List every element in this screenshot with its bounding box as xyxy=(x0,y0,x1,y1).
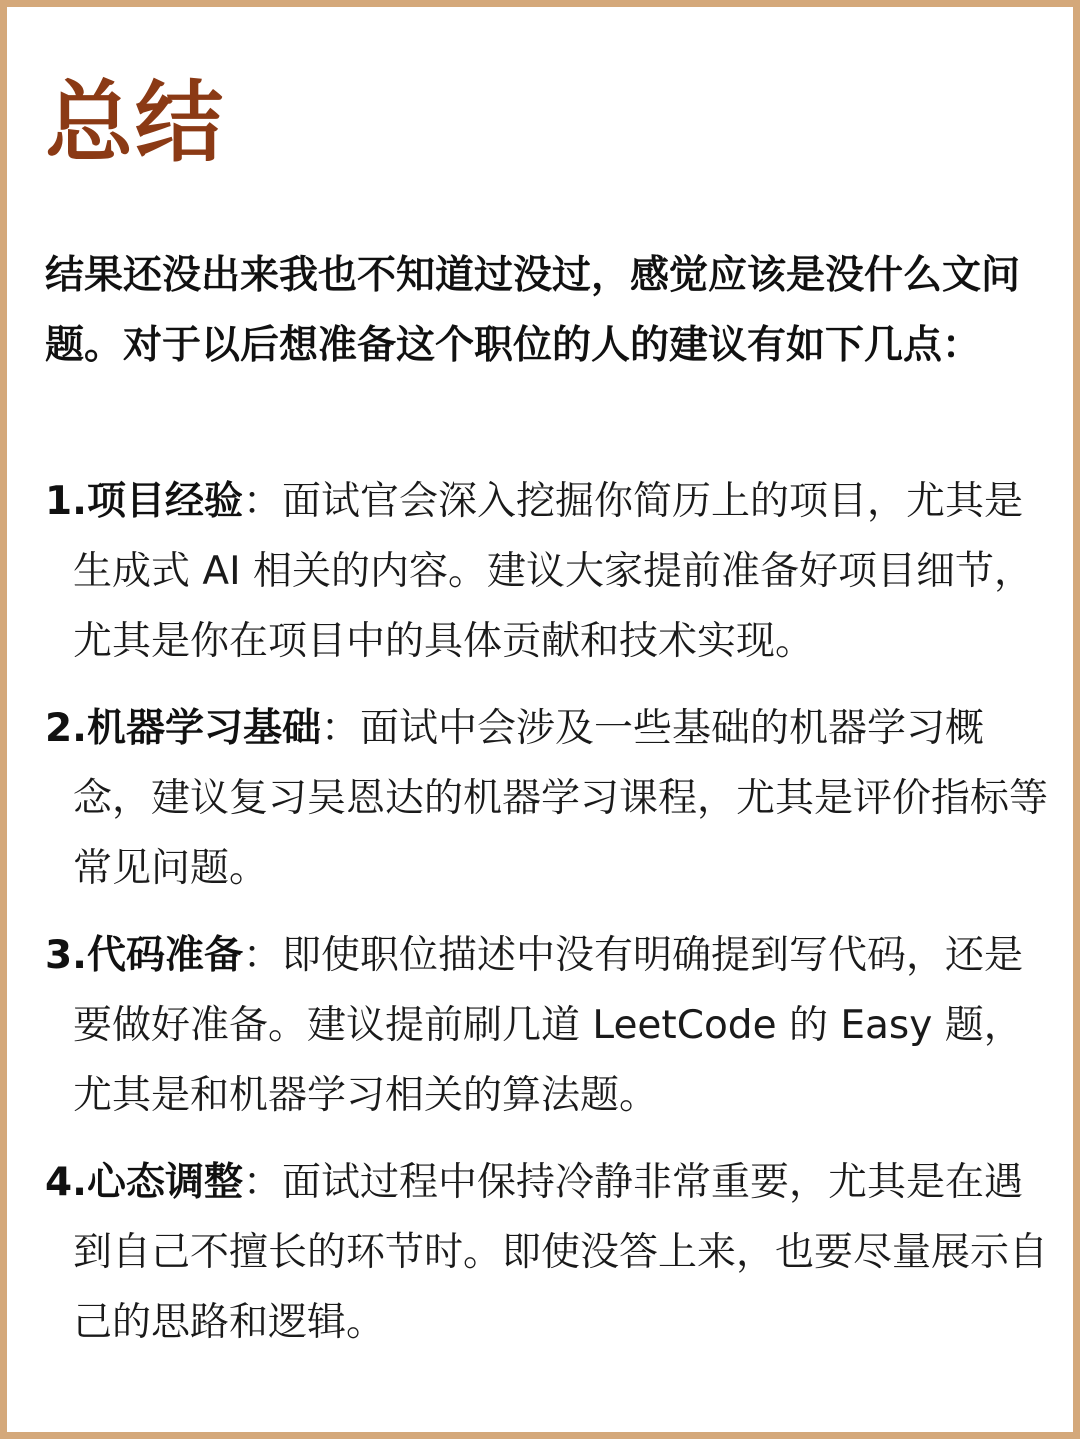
advice-item-mindset xyxy=(45,1148,1055,1358)
advice-item-heading: 4.心态调整 xyxy=(45,1160,243,1205)
advice-item-text: ：面试过程中保持冷静非常重要，尤其是在遇到自己不擅长的环节时。即使没答上来，也要尽量展示自己的思路和逻辑。 xyxy=(73,1160,1049,1345)
advice-item-text: ：面试中会涉及一些基础的机器学习概念，建议复习吴恩达的机器学习课程，尤其是评价指标等常见问题。 xyxy=(73,706,1049,891)
advice-item-project-experience xyxy=(45,467,1055,677)
intro-paragraph: 结果还没出来我也不知道过没过，感觉应该是没什么文问题。对于以后想准备这个职位的人的建议有如下几点： xyxy=(45,253,1021,368)
advice-item-ml-basics xyxy=(45,694,1055,904)
advice-item-heading: 2.机器学习基础 xyxy=(45,706,321,751)
advice-list xyxy=(45,467,1055,1375)
advice-item-coding-prep xyxy=(45,921,1055,1131)
advice-item-heading: 3.代码准备 xyxy=(45,933,243,978)
advice-item-text: ：即使职位描述中没有明确提到写代码，还是要做好准备。建议提前刷几道 LeetCode 的 Easy 题，尤其是和机器学习相关的算法题。 xyxy=(73,933,1023,1118)
advice-item-heading: 1.项目经验 xyxy=(45,479,243,524)
advice-item-text: ：面试官会深入挖掘你简历上的项目，尤其是生成式 AI 相关的内容。建议大家提前准备好项目细节，尤其是你在项目中的具体贡献和技术实现。 xyxy=(73,479,1033,664)
page-title: 总结 xyxy=(45,71,226,174)
